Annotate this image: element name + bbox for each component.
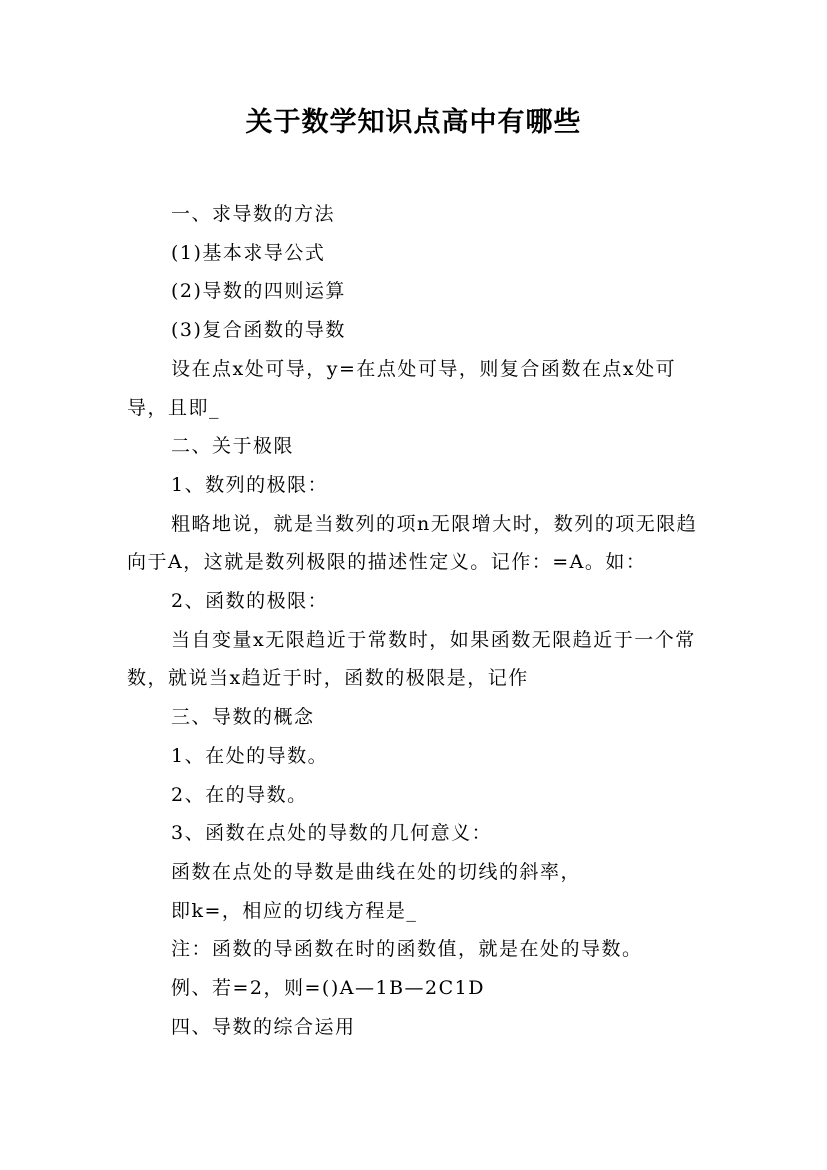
list-item: 1、在处的导数。 [171, 744, 329, 767]
list-item: 2、在的导数。 [171, 783, 308, 806]
section-heading-limits: 二、关于极限 [171, 435, 295, 458]
list-item: (3)复合函数的导数 [171, 319, 346, 342]
document-title: 关于数学知识点高中有哪些 [245, 107, 582, 138]
section-heading-derivative-methods: 一、求导数的方法 [171, 203, 336, 225]
body-paragraph: 设在点x处可导，y=在点处可导，则复合函数在点x处可导，且即_ [127, 357, 677, 419]
example-paragraph: 例、若=2，则=()A—1B—2C1D [171, 977, 485, 1000]
body-paragraph: 函数在点处的导数是曲线在处的切线的斜率， [171, 860, 582, 883]
body-paragraph: 粗略地说，就是当数列的项n无限增大时，数列的项无限趋向于A，这就是数列极限的描述性定义。记作：=A。如： [127, 512, 698, 574]
list-item: (1)基本求导公式 [171, 241, 326, 264]
list-item: (2)导数的四则运算 [171, 280, 346, 303]
subheading: 2、函数的极限： [171, 590, 329, 613]
list-item: 3、函数在点处的导数的几何意义： [171, 822, 493, 845]
subheading: 1、数列的极限： [171, 473, 329, 496]
section-heading-derivative-concept: 三、导数的概念 [171, 706, 315, 729]
body-paragraph: 即k=，相应的切线方程是_ [171, 899, 418, 922]
body-paragraph: 当自变量x无限趋近于常数时，如果函数无限趋近于一个常数，就说当x趋近于时，函数的极限是，记作 [127, 628, 696, 690]
document-body [127, 195, 707, 1046]
note-paragraph: 注：函数的导函数在时的函数值，就是在处的导数。 [171, 938, 643, 961]
section-heading-derivative-applications: 四、导数的综合运用 [171, 1015, 356, 1038]
